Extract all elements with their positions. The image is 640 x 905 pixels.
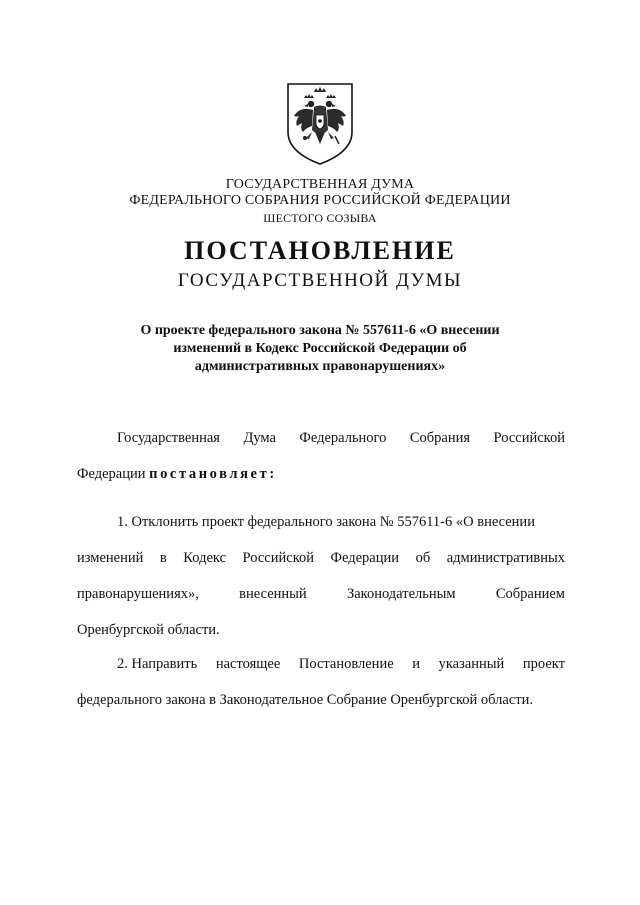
item-1-word: Законодательным bbox=[346, 586, 456, 602]
item-2-word: 2. Направить bbox=[117, 656, 198, 672]
item-2-word: и bbox=[412, 656, 420, 672]
item-2-word: настоящее bbox=[215, 656, 281, 672]
preamble-word: Собрания bbox=[409, 430, 471, 446]
preamble-word: Федерального bbox=[299, 430, 387, 446]
convocation-line: ШЕСТОГО СОЗЫВА bbox=[263, 211, 377, 225]
item-1-line-1: 1. Отклонить проект федерального закона № 557611-6 «О внесении bbox=[117, 514, 535, 530]
item-1-word: Кодекс bbox=[183, 550, 227, 566]
item-1-line-2 bbox=[77, 550, 565, 567]
document-title: ПОСТАНОВЛЕНИЕ bbox=[184, 236, 456, 265]
item-2-word: проект bbox=[522, 656, 565, 672]
item-1-word: Российской bbox=[242, 550, 315, 566]
item-1-line-3 bbox=[77, 586, 565, 603]
org-name-line-2: ФЕДЕРАЛЬНОГО СОБРАНИЯ РОССИЙСКОЙ ФЕДЕРАЦИИ bbox=[129, 193, 511, 208]
item-2-line-1 bbox=[117, 656, 565, 673]
subject-line-1: О проекте федерального закона № 557611-6 «О внесении bbox=[140, 323, 500, 338]
item-2-word: указанный bbox=[438, 656, 505, 672]
item-1-word: об bbox=[415, 550, 431, 566]
subject-line-2: изменений в Кодекс Российской Федерации об bbox=[173, 341, 467, 356]
preamble-word: Российской bbox=[493, 430, 565, 446]
item-1-word: правонарушениях», bbox=[77, 586, 199, 602]
item-1-word: внесенный bbox=[239, 586, 307, 602]
item-1-word: административных bbox=[446, 550, 565, 566]
item-2-line-2: федерального закона в Законодательное Собрание Оренбургской области. bbox=[77, 692, 533, 708]
preamble-text: Федерации bbox=[77, 466, 146, 482]
item-2-word: Постановление bbox=[298, 656, 394, 672]
subject-line-3: административных правонарушениях» bbox=[194, 359, 446, 374]
item-1-word: Собранием bbox=[495, 586, 565, 602]
document-subtitle: ГОСУДАРСТВЕННОЙ ДУМЫ bbox=[177, 270, 463, 291]
preamble-line-2 bbox=[77, 466, 565, 483]
preamble-word: Государственная bbox=[117, 430, 220, 446]
coat-of-arms-icon bbox=[284, 80, 356, 166]
item-1-line-4: Оренбургской области. bbox=[77, 622, 220, 638]
preamble-word: Дума bbox=[243, 430, 276, 446]
preamble-line-1 bbox=[117, 430, 565, 447]
item-1-word: изменений bbox=[77, 550, 144, 566]
item-1-word: Федерации bbox=[330, 550, 400, 566]
org-name-line-1: ГОСУДАРСТВЕННАЯ ДУМА bbox=[225, 177, 415, 192]
item-1-word: в bbox=[159, 550, 167, 566]
resolves-word: постановляет: bbox=[149, 466, 277, 482]
